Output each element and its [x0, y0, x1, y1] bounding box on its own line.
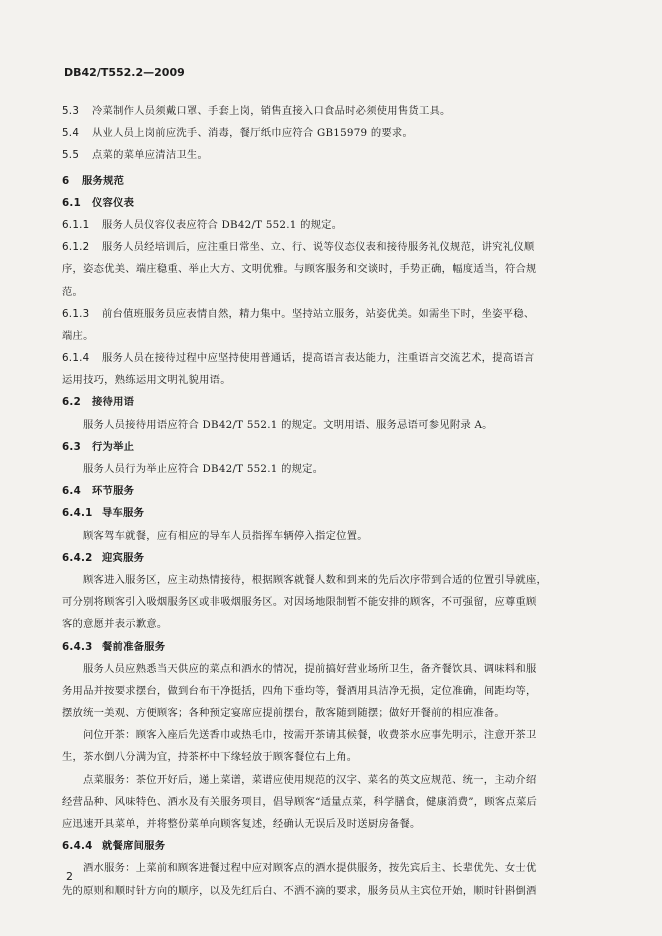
paragraph-6-4-3-b-line-2: 生，茶水倒八分满为宜，持茶杯中下缘轻放于顾客餐位右上角。 — [62, 751, 358, 764]
clause-6-1-3-line-2: 端庄。 — [62, 329, 94, 342]
page-number: 2 — [66, 870, 73, 883]
section-heading-6-4-1: 6.4.1 导车服务 — [62, 507, 145, 520]
document-header: DB42/T552.2—2009 — [64, 66, 185, 79]
paragraph-6-4-3-c-line-2: 经营品种、风味特色、酒水及有关服务项目，倡导顾客“适量点菜，科学膳食，健康消费”，顾客点菜后 — [62, 795, 538, 808]
paragraph-6-3: 服务人员行为举止应符合 DB42/T 552.1 的规定。 — [83, 463, 324, 475]
paragraph-6-4-3-b-line-1: 问位开茶：顾客入座后先送香巾或热毛巾，按需开茶请其候餐，收费茶水应事先明示，注意开茶卫 — [83, 729, 537, 742]
clause-5-4: 5.4 从业人员上岗前应洗手、消毒，餐厅纸巾应符合 GB15979 的要求。 — [62, 127, 414, 140]
paragraph-6-4-2-line-2: 可分别将顾客引入吸烟服务区或非吸烟服务区。对因场地限制暂不能安排的顾客，不可强留，应尊重顾 — [62, 596, 537, 609]
clause-6-1-4-line-2: 运用技巧，熟练运用文明礼貌用语。 — [62, 374, 231, 387]
paragraph-6-4-2-line-1: 顾客进入服务区，应主动热情接待，根据顾客就餐人数和到来的先后次序带到合适的位置引导就座， — [83, 573, 548, 586]
section-heading-6-3: 6.3 行为举止 — [62, 440, 135, 453]
clause-6-1-2-line-1: 6.1.2 服务人员经培训后，应注重日常坐、立、行、说等仪态仪表和接待服务礼仪规范，讲究礼仪顺 — [62, 241, 535, 254]
paragraph-6-4-3-c-line-3: 应迅速开具菜单，并将整份菜单向顾客复述，经确认无误后及时送厨房备餐。 — [62, 818, 421, 830]
paragraph-6-4-3-a-line-2: 务用品并按要求摆台，做到台布干净挺括，四角下垂均等，餐酒用具洁净无损，定位准确，间距均等， — [62, 684, 537, 697]
section-heading-6-4-2: 6.4.2 迎宾服务 — [62, 551, 145, 564]
section-heading-6-2: 6.2 接待用语 — [62, 396, 135, 409]
paragraph-6-4-3-a-line-1: 服务人员应熟悉当天供应的菜点和酒水的情况，提前搞好营业场所卫生，备齐餐饮具、调味料和服 — [83, 662, 537, 675]
paragraph-6-4-4-line-2: 先的原则和顺时针方向的顺序，以及先红后白、不洒不滴的要求，服务员从主宾位开始，顺时针斟倒酒 — [62, 884, 537, 897]
paragraph-6-4-2-line-3: 客的意愿并表示歉意。 — [62, 618, 168, 631]
section-heading-6-1: 6.1 仪容仪表 — [62, 196, 135, 209]
clause-6-1-2-line-3: 范。 — [62, 285, 84, 298]
paragraph-6-4-1: 顾客驾车就餐，应有相应的导车人员指挥车辆停入指定位置。 — [83, 529, 368, 542]
clause-5-5: 5.5 点菜的菜单应清洁卫生。 — [62, 149, 209, 162]
clause-6-1-1: 6.1.1 服务人员仪容仪表应符合 DB42/T 552.1 的规定。 — [62, 218, 343, 231]
paragraph-6-4-4-line-1: 酒水服务：上菜前和顾客进餐过程中应对顾客点的酒水提供服务，按先宾后主、长辈优先、女士优 — [83, 862, 537, 875]
section-heading-6: 6 服务规范 — [62, 174, 125, 187]
section-heading-6-4-3: 6.4.3 餐前准备服务 — [62, 640, 166, 653]
section-heading-6-4: 6.4 环节服务 — [62, 485, 135, 498]
clause-6-1-3-line-1: 6.1.3 前台值班服务员应表情自然，精力集中。坚持站立服务，站姿优美。如需坐下时，坐姿平稳、 — [62, 307, 535, 320]
paragraph-6-2: 服务人员接待用语应符合 DB42/T 552.1 的规定。文明用语、服务忌语可参见附录 A。 — [83, 418, 493, 431]
clause-5-3: 5.3 冷菜制作人员须戴口罩、手套上岗，销售直接入口食品时必须使用售货工具。 — [62, 105, 451, 117]
document-body — [62, 100, 610, 902]
clause-6-1-4-line-1: 6.1.4 服务人员在接待过程中应坚持使用普通话，提高语言表达能力，注重语言交流艺术，提高语言 — [62, 352, 535, 365]
clause-6-1-2-line-2: 序，姿态优美、端庄稳重、举止大方、文明优雅。与顾客服务和交谈时，手势正确，幅度适当，符合规 — [62, 263, 537, 276]
paragraph-6-4-3-a-line-3: 摆放统一美观、方便顾客；各种预定宴席应提前摆台，散客随到随摆；做好开餐前的相应准备。 — [62, 707, 505, 720]
paragraph-6-4-3-c-line-1: 点菜服务：茶位开好后，递上菜谱，菜谱应使用规范的汉字、菜名的英文应规范、统一，主动介绍 — [83, 773, 537, 786]
section-heading-6-4-4: 6.4.4 就餐席间服务 — [62, 840, 166, 853]
